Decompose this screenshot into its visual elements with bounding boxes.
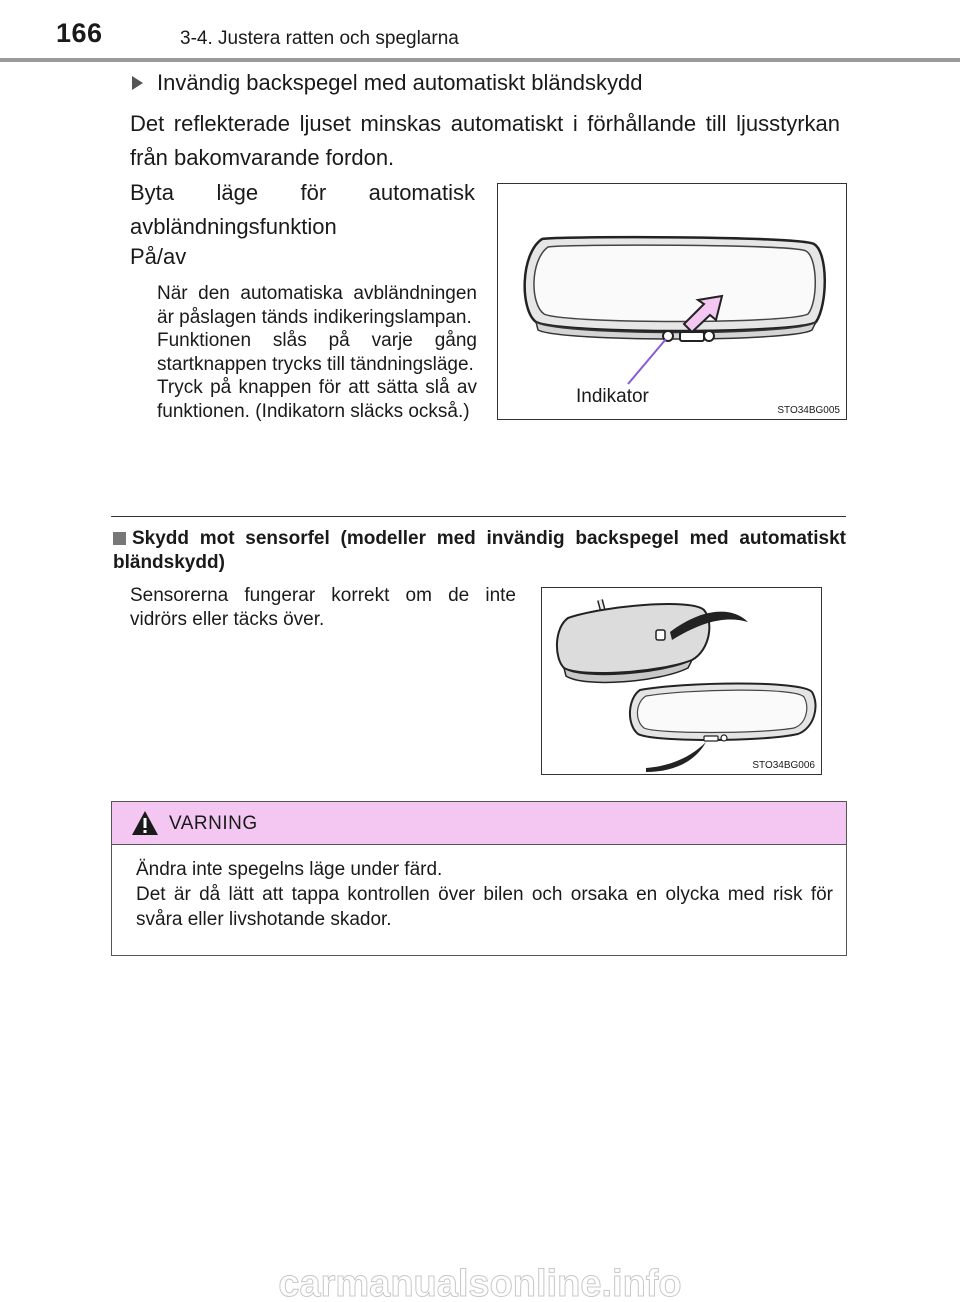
bullet-title xyxy=(132,70,643,96)
description-line-2: Funktionen slås på varje gång startknappen trycks till tändningsläge. xyxy=(157,330,477,375)
sensor-paragraph: Sensorerna fungerar korrekt om de inte vidrörs eller täcks över. xyxy=(130,585,516,630)
sensor-figure xyxy=(541,587,822,775)
indicator-callout: Indikator xyxy=(576,386,649,407)
triangle-bullet-icon xyxy=(132,76,143,90)
page-number: 166 xyxy=(56,18,103,48)
sensor-heading-text: Skydd mot sensorfel (modeller med invändig backspegel med automatiskt bländskydd) xyxy=(113,528,846,573)
square-bullet-icon xyxy=(113,532,126,545)
bullet-title-text: Invändig backspegel med automatiskt bländskydd xyxy=(157,70,643,95)
sensor-heading xyxy=(113,527,846,575)
mirror-indicator-figure xyxy=(497,183,847,420)
warning-title: VARNING xyxy=(169,813,258,834)
warning-triangle-icon xyxy=(131,810,159,836)
mirror-front-illustration xyxy=(498,184,846,419)
figure-code: STO34BG006 xyxy=(752,760,815,771)
header-rule xyxy=(0,58,960,62)
watermark-text xyxy=(0,1264,960,1302)
intro-paragraph: Det reflekterade ljuset minskas automatiskt i förhållande till ljusstyrkan från bakomvarande fordon. xyxy=(130,111,840,170)
figure-code: STO34BG005 xyxy=(777,405,840,416)
warning-line-2: Det är då lätt att tappa kontrollen över bilen och orsaka en olycka med risk för svåra eller livshotande skador. xyxy=(136,884,833,930)
mirror-sensors-illustration xyxy=(542,588,821,774)
warning-line-1: Ändra inte spegelns läge under färd. xyxy=(136,859,443,880)
mode-heading: Byta läge för automatisk avbländningsfunktion xyxy=(130,180,475,239)
warning-box xyxy=(111,801,847,956)
section-title: 3-4. Justera ratten och speglarna xyxy=(180,28,459,49)
watermark-label: carmanualsonline.info xyxy=(278,1264,682,1302)
onoff-label: På/av xyxy=(130,244,187,269)
description-line-3: Tryck på knappen för att sätta slå av funktionen. (Indikatorn släcks också.) xyxy=(157,377,477,422)
watermark xyxy=(0,1264,960,1302)
warning-header xyxy=(112,802,846,845)
warning-body xyxy=(136,857,833,932)
section-divider xyxy=(111,516,846,517)
description-line-1: När den automatiska avbländningen är påslagen tänds indikeringslampan. xyxy=(157,283,477,328)
onoff-description xyxy=(157,282,477,423)
